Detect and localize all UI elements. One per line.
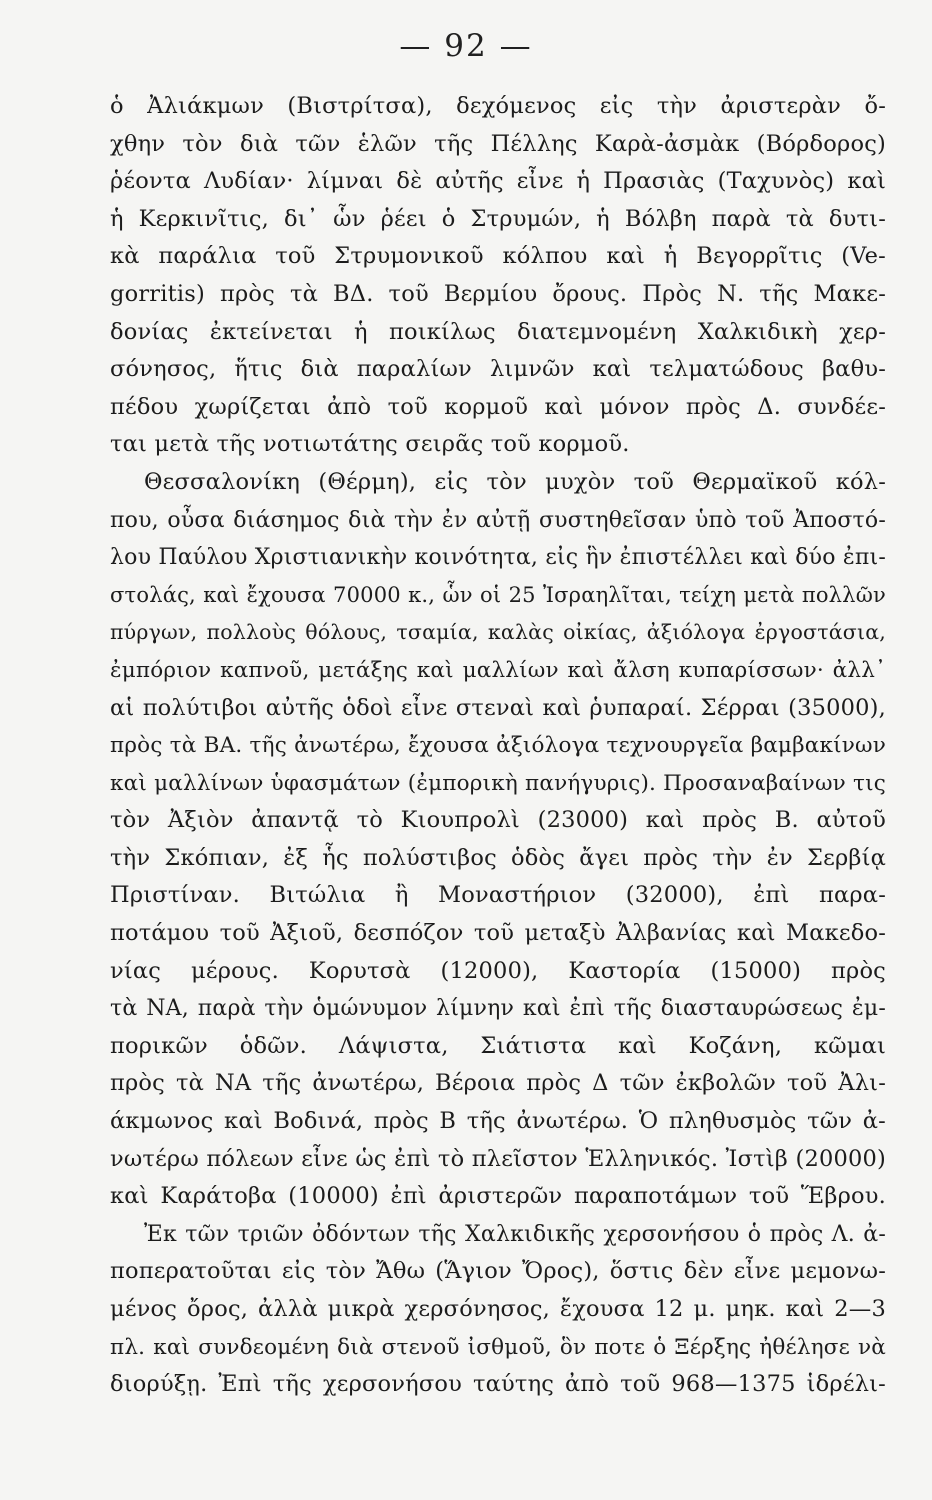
- text-line: ποπερατοῦται εἰς τὸν Ἄθω (Ἅγιον Ὄρος), ὅστις δὲν εἶνε μεμονω-: [110, 1258, 886, 1285]
- text-line: ἡ Κερκινῖτις, δι᾽ ὧν ῥέει ὁ Στρυμών, ἡ Βόλβη παρὰ τὰ δυτι-: [110, 205, 886, 232]
- text-line: νωτέρω πόλεων εἶνε ὡς ἐπὶ τὸ πλεῖστον Ἑλληνικός. Ἰστὶβ (20000): [110, 1145, 886, 1172]
- text-line: τὴν Σκόπιαν, ἐξ ἧς πολύστιβος ὁδὸς ἄγει πρὸς τὴν ἐν Σερβίᾳ: [110, 844, 886, 871]
- text-line: κὰ παράλια τοῦ Στρυμονικοῦ κόλπου καὶ ἡ Βεγορρῖτις (Ve-: [110, 243, 886, 270]
- text-line: δονίας ἐκτείνεται ἡ ποικίλως διατεμνομένη Χαλκιδικὴ χερ-: [110, 318, 886, 345]
- text-line: άκμωνος καὶ Βοδινά, πρὸς Β τῆς ἀνωτέρω. Ὁ πληθυσμὸς τῶν ἀ-: [110, 1108, 886, 1135]
- text-line: καὶ Καράτοβα (10000) ἐπὶ ἀριστερῶν παραποτάμων τοῦ Ἕβρου.: [110, 1183, 886, 1210]
- text-line: Θεσσαλονίκη (Θέρμη), εἰς τὸν μυχὸν τοῦ Θερμαϊκοῦ κόλ-: [144, 468, 886, 495]
- text-line: ῥέοντα Λυδίαν· λίμναι δὲ αὐτῆς εἶνε ἡ Πρασιὰς (Ταχυνὸς) καὶ: [110, 168, 886, 195]
- text-line: Ἐκ τῶν τριῶν ὀδόντων τῆς Χαλκιδικῆς χερσονήσου ὁ πρὸς Λ. ἀ-: [144, 1221, 886, 1247]
- text-line: πέδου χωρίζεται ἀπὸ τοῦ κορμοῦ καὶ μόνον πρὸς Δ. συνδέε-: [110, 393, 886, 420]
- text-line: μένος ὄρος, ἀλλὰ μικρὰ χερσόνησος, ἔχουσα 12 μ. μηκ. καὶ 2—3: [110, 1296, 886, 1322]
- text-line: λου Παύλου Χριστιανικὴν κοινότητα, εἰς ἣν ἐπιστέλλει καὶ δύο ἐπι-: [110, 545, 886, 571]
- text-line: τὰ ΝΑ, παρὰ τὴν ὁμώνυμον λίμνην καὶ ἐπὶ τῆς διασταυρώσεως ἐμ-: [110, 996, 886, 1022]
- text-line: ἐμπόριον καπνοῦ, μετάξης καὶ μαλλίων καὶ ἄλση κυπαρίσσων· ἀλλ᾽: [110, 657, 886, 683]
- text-line: σόνησος, ἥτις διὰ παραλίων λιμνῶν καὶ τελματώδους βαθυ-: [110, 356, 886, 383]
- text-line: χθην τὸν διὰ τῶν ἑλῶν τῆς Πέλλης Καρὰ-ἀσμὰκ (Βόρδορος): [110, 130, 886, 157]
- text-line: διορύξῃ. Ἐπὶ τῆς χερσονήσου ταύτης ἀπὸ τοῦ 968—1375 ἱδρέλι-: [110, 1371, 886, 1398]
- text-line: πορικῶν ὁδῶν. Λάψιστα, Σιάτιστα καὶ Κοζάνη, κῶμαι: [110, 1032, 886, 1059]
- body-text: [110, 88, 886, 1404]
- text-line: αἱ πολύτιβοι αὐτῆς ὁδοὶ εἶνε στεναὶ καὶ ῥυπαραί. Σέρραι (35000),: [110, 694, 886, 721]
- text-line: Πριστίναν. Βιτώλια ἢ Μοναστήριον (32000), ἐπὶ παρα-: [110, 882, 886, 909]
- text-line: νίας μέρους. Κορυτσὰ (12000), Καστορία (15000) πρὸς: [110, 957, 886, 984]
- text-line: πλ. καὶ συνδεομένη διὰ στενοῦ ἰσθμοῦ, ὃν ποτε ὁ Ξέρξης ἠθέλησε νὰ: [110, 1334, 886, 1360]
- text-line: που, οὖσα διάσημος διὰ τὴν ἐν αὐτῇ συστηθεῖσαν ὑπὸ τοῦ Ἀποστό-: [110, 507, 886, 533]
- text-line: πύργων, πολλοὺς θόλους, τσαμία, καλὰς οἰκίας, ἀξιόλογα ἐργοστάσια,: [110, 620, 886, 645]
- text-line: τὸν Ἀξιὸν ἀπαντᾷ τὸ Κιουπρολὶ (23000) καὶ πρὸς Β. αὐτοῦ: [110, 807, 886, 834]
- text-line: gorritis) πρὸς τὰ ΒΔ. τοῦ Βερμίου ὄρους. Πρὸς Ν. τῆς Μακε-: [110, 280, 886, 307]
- text-line: πρὸς τὰ ΝΑ τῆς ἀνωτέρω, Βέροια πρὸς Δ τῶν ἐκβολῶν τοῦ Ἀλι-: [110, 1070, 886, 1097]
- text-line: ποτάμου τοῦ Ἀξιοῦ, δεσπόζον τοῦ μεταξὺ Ἀλβανίας καὶ Μακεδο-: [110, 920, 886, 947]
- text-line: ται μετὰ τῆς νοτιωτάτης σειρᾶς τοῦ κορμοῦ.: [110, 431, 630, 458]
- page-number-header: — 92 —: [399, 28, 533, 64]
- text-line: καὶ μαλλίνων ὑφασμάτων (ἐμπορικὴ πανήγυρις). Προσαναβαίνων τις: [110, 770, 886, 796]
- text-line: στολάς, καὶ ἔχουσα 70000 κ., ὧν οἱ 25 Ἰσραηλῖται, τείχη μετὰ πολλῶν: [110, 582, 886, 607]
- text-line: ὁ Ἀλιάκμων (Βιστρίτσα), δεχόμενος εἰς τὴν ἀριστερὰν ὄ-: [110, 93, 886, 119]
- text-line: πρὸς τὰ ΒΑ. τῆς ἀνωτέρω, ἔχουσα ἀξιόλογα τεχνουργεῖα βαμβακίνων: [110, 733, 886, 759]
